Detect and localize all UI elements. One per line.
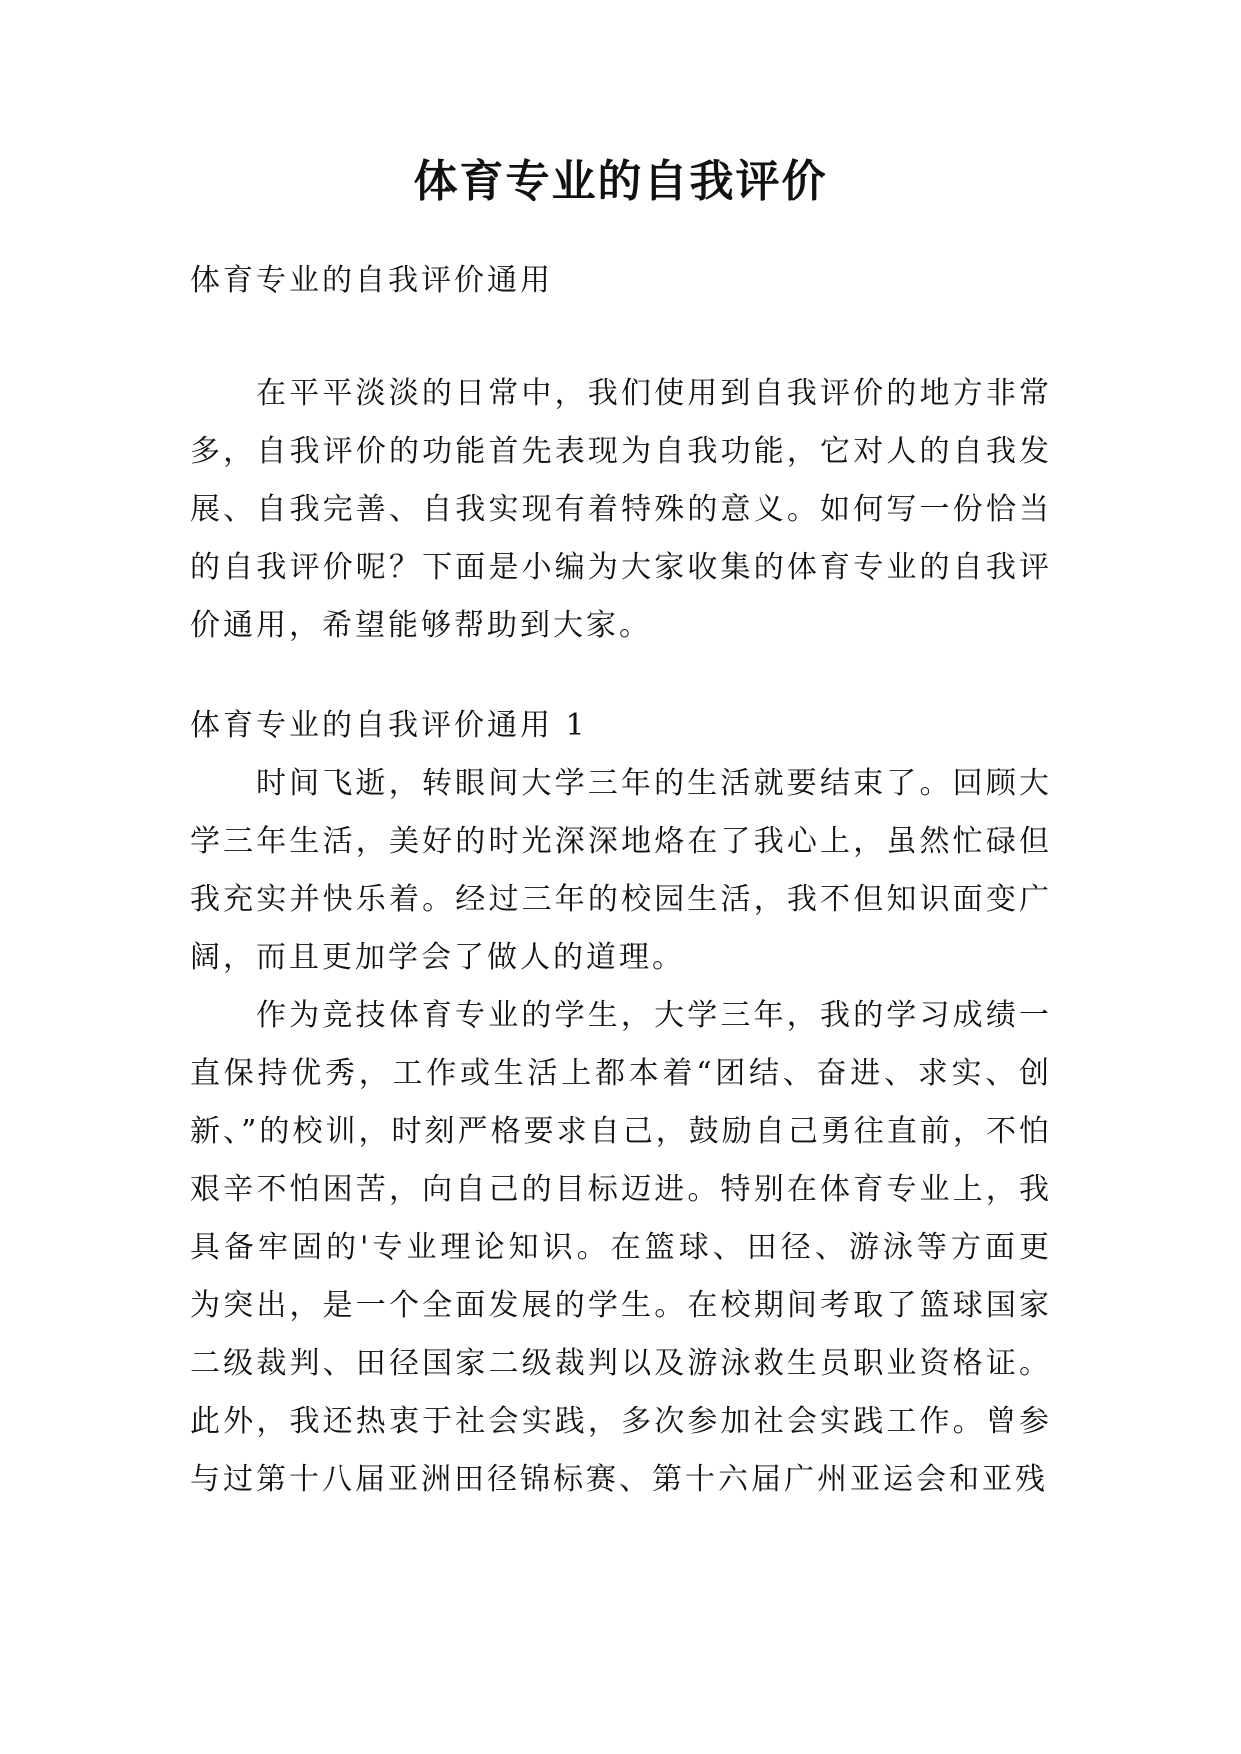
spacer xyxy=(190,310,1052,365)
spacer xyxy=(190,655,1052,697)
body-paragraph: 时间飞逝，转眼间大学三年的生活就要结束了。回顾大学三年生活，美好的时光深深地烙在了我心上，虽然忙碌但我充实并快乐着。经过三年的校园生活，我不但知识面变广阔，而且更加学会了做人的道理。 xyxy=(190,766,1052,975)
section-heading: 体育专业的自我评价通用 1 xyxy=(190,708,588,743)
document-subtitle: 体育专业的自我评价通用 xyxy=(190,263,553,298)
body-paragraph: 作为竞技体育专业的学生，大学三年，我的学习成绩一直保持优秀，工作或生活上都本着“团结、奋进、求实、创新、”的校训，时刻严格要求自己，鼓励自己勇往直前，不怕艰辛不怕困苦，向自己的目标迈进。特别在体育专业上，我具备牢固的'专业理论知识。在篮球、田径、游泳等方面更为突出，是一个全面发展的学生。在校期间考取了篮球国家二级裁判、田径国家二级裁判以及游泳救生员职业资格证。此外，我还热衷于社会实践，多次参加社会实践工作。曾参与过第十八届亚洲田径锦标赛、第十六届广州亚运会和亚残 xyxy=(190,998,1052,1497)
document-body xyxy=(190,252,1052,1509)
intro-paragraph: 在平平淡淡的日常中，我们使用到自我评价的地方非常多，自我评价的功能首先表现为自我功能，它对人的自我发展、自我完善、自我实现有着特殊的意义。如何写一份恰当的自我评价呢？下面是小编为大家收集的体育专业的自我评价通用，希望能够帮助到大家。 xyxy=(190,376,1052,643)
page-title: 体育专业的自我评价 xyxy=(413,156,828,207)
